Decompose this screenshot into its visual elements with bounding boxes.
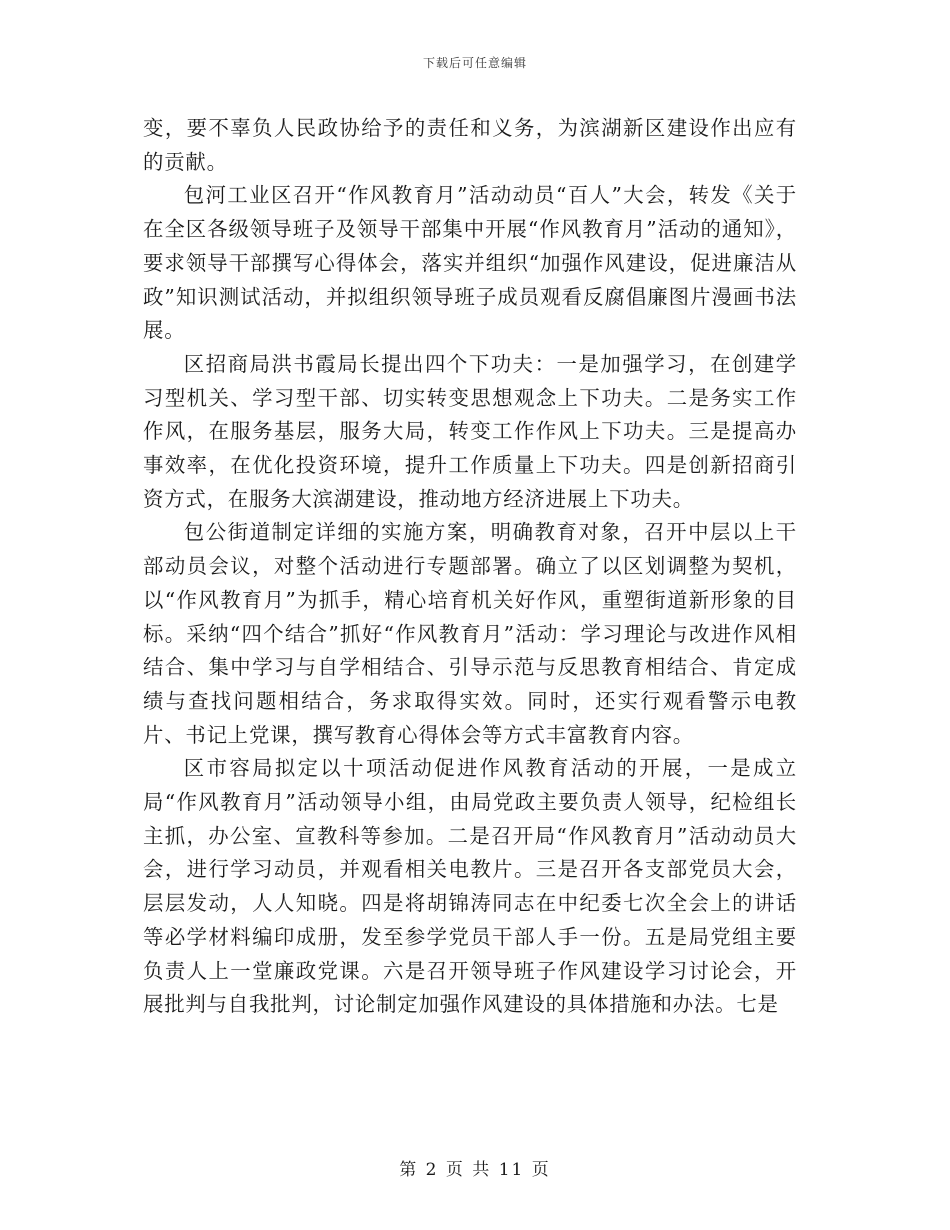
page-header: 下载后可任意编辑	[422, 56, 527, 70]
paragraph-investment-bureau: 区招商局洪书霞局长提出四个下功夫：一是加强学习，在创建学习型机关、学习型干部、切实转变思想观念上下功夫。二是务实工作作风，在服务基层，服务大局，转变工作作风上下功夫。三是提高办事效率，在优化投资环境，提升工作质量上下功夫。四是创新招商引资方式，在服务大滨湖建设，推动地方经济进展上下功夫。	[143, 351, 797, 511]
paragraph-continuation: 变，要不辜负人民政协给予的责任和义务，为滨湖新区建设作出应有的贡献。	[143, 116, 797, 174]
paragraph-city-appearance-bureau: 区市容局拟定以十项活动促进作风教育活动的开展，一是成立局“作风教育月”活动领导小组，由局党政主要负责人领导，纪检组长主抓，办公室、宣教科等参加。二是召开局“作风教育月”活动动员大会，进行学习动员，并观看相关电教片。三是召开各支部党员大会，层层发动，人人知晓。四是将胡锦涛同志在中纪委七次全会上的讲话等必学材料编印成册，发至参学党员干部人手一份。五是局党组主要负责人上一堂廉政党课。六是召开领导班子作风建设学习讨论会，开展批判与自我批判，讨论制定加强作风建设的具体措施和办法。七是	[143, 756, 797, 1017]
paragraph-baogong-street: 包公街道制定详细的实施方案，明确教育对象，召开中层以上干部动员会议，对整个活动进行专题部署。确立了以区划调整为契机，以“作风教育月”为抓手，精心培育机关好作风，重塑街道新形象的目标。采纳“四个结合”抓好“作风教育月”活动：学习理论与改进作风相结合、集中学习与自学相结合、引导示范与反思教育相结合、肯定成绩与查找问题相结合，务求取得实效。同时，还实行观看警示电教片、书记上党课，撰写教育心得体会等方式丰富教育内容。	[143, 520, 797, 747]
document-body	[143, 112, 797, 1022]
page-number: 第 2 页 共 11 页	[399, 1160, 551, 1180]
paragraph-baohe-industrial: 包河工业区召开“作风教育月”活动动员“百人”大会，转发《关于在全区各级领导班子及领导干部集中开展“作风教育月”活动的通知》，要求领导干部撰写心得体会，落实并组织“加强作风建设，促进廉洁从政”知识测试活动，并拟组织领导班子成员观看反腐倡廉图片漫画书法展。	[143, 183, 797, 343]
